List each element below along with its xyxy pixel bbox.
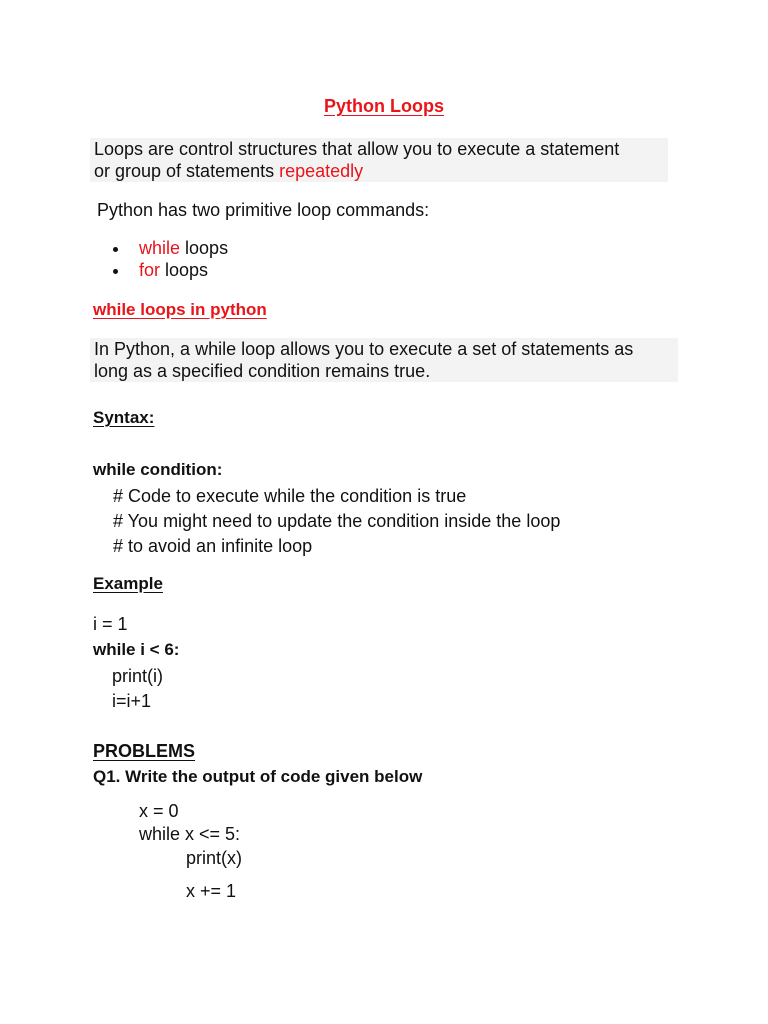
loop-keyword: while <box>139 238 181 258</box>
example-code-line: while i < 6: <box>93 640 180 659</box>
syntax-comment-line: # to avoid an infinite loop <box>113 536 313 556</box>
while-loops-heading: while loops in python <box>93 300 267 319</box>
q1-code-line: x += 1 <box>186 881 237 901</box>
question-1-text: Q1. Write the output of code given below <box>93 767 423 786</box>
syntax-header-line: while condition: <box>93 460 223 479</box>
example-code-line: i = 1 <box>93 614 128 634</box>
loop-keyword-suffix: loops <box>160 260 209 280</box>
intro-repeatedly-word: repeatedly <box>279 161 364 181</box>
intro-line-1: Loops are control structures that allow you to execute a statement <box>94 139 620 159</box>
loop-keyword-suffix: loops <box>180 238 229 258</box>
problems-heading: PROBLEMS <box>93 741 196 761</box>
example-heading: Example <box>93 574 163 593</box>
while-description-line-2: long as a specified condition remains true. <box>94 361 431 381</box>
loop-type-list <box>113 237 228 281</box>
intro-paragraph <box>90 138 668 182</box>
while-description-line-1: In Python, a while loop allows you to execute a set of statements as <box>94 339 634 359</box>
syntax-comment-line: # Code to execute while the condition is true <box>113 486 467 506</box>
bullet-icon <box>113 247 118 252</box>
list-item <box>113 237 228 259</box>
intro-line-2-text: or group of statements <box>94 161 280 181</box>
list-item <box>113 259 228 281</box>
intro-line-2 <box>94 160 664 182</box>
example-code-line: i=i+1 <box>112 691 152 711</box>
syntax-heading: Syntax: <box>93 408 155 427</box>
page-title: Python Loops <box>324 96 444 116</box>
q1-code-line: while x <= 5: <box>139 824 241 844</box>
loop-keyword: for <box>139 260 161 280</box>
primitive-commands-text: Python has two primitive loop commands: <box>97 200 430 220</box>
while-description <box>90 338 678 382</box>
q1-code-line: x = 0 <box>139 801 179 821</box>
example-code-line: print(i) <box>112 666 164 686</box>
bullet-icon <box>113 269 118 274</box>
syntax-comment-line: # You might need to update the condition inside the loop <box>113 511 561 531</box>
q1-code-line: print(x) <box>186 848 243 868</box>
